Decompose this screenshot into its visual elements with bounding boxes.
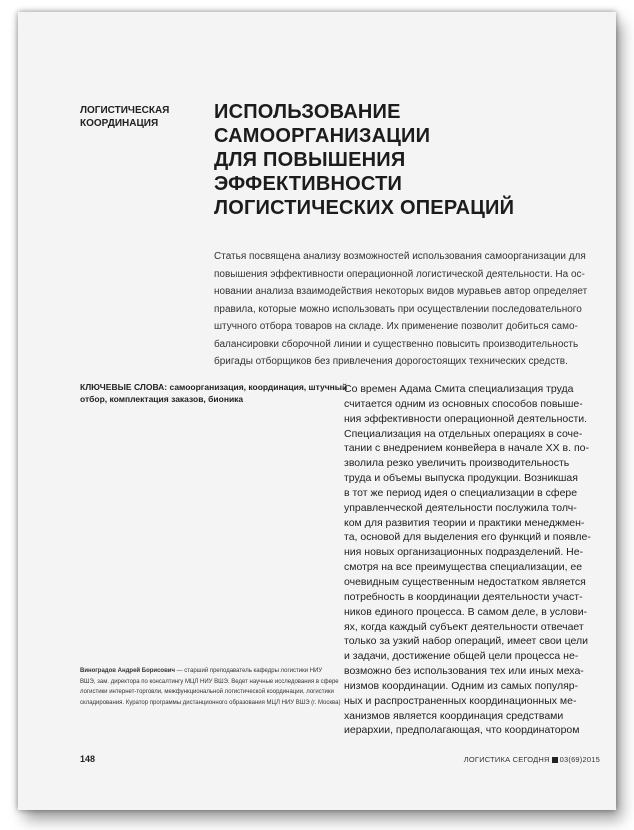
body-line: иерархии, предполагающая, что координатором bbox=[344, 724, 580, 737]
body-line: ных и распространенных координационных ме- bbox=[344, 694, 577, 707]
body-line: ников единого процесса. В самом деле, в услови- bbox=[344, 605, 588, 618]
journal-footer bbox=[464, 755, 600, 764]
keywords-line: КЛЮЧЕВЫЕ СЛОВА: самоорганизация, координация, штучный bbox=[80, 382, 348, 392]
body-line: и задачи, достижение общей цели процесса не- bbox=[344, 650, 579, 663]
body-line: ния эффективности операционной деятельности. bbox=[344, 412, 588, 425]
author-note bbox=[80, 666, 342, 708]
author-line: ВШЭ, зам. директора по консалтингу МЦЛ НИУ ВШЭ. Ведет научные исследования в сфере bbox=[80, 678, 339, 685]
body-line: смотря на все преимущества специализации, ее bbox=[344, 561, 583, 574]
body-text bbox=[344, 382, 602, 738]
body-line: управленческой деятельности послужила толч- bbox=[344, 501, 577, 514]
keywords-line: отбор, комплектация заказов, бионика bbox=[80, 393, 244, 404]
body-line: труда и объемы выпуска продукции. Возникшая bbox=[344, 472, 578, 485]
author-line: логистики интернет-торговли, межфункциональной логистической координации, логистики bbox=[80, 689, 334, 695]
body-line: очевидным существенным недостатком является bbox=[344, 575, 586, 588]
abstract-line: повышения эффективности операционной логистической деятельности. На ос- bbox=[214, 268, 585, 280]
section-tag-line: КООРДИНАЦИЯ bbox=[80, 118, 159, 129]
section-tag-line: ЛОГИСТИЧЕСКАЯ bbox=[80, 105, 170, 116]
journal-name: ЛОГИСТИКА СЕГОДНЯ bbox=[463, 755, 550, 764]
title-line: ДЛЯ ПОВЫШЕНИЯ ЭФФЕКТИВНОСТИ bbox=[214, 149, 406, 195]
body-line: тании с внедрением конвейера в начале XX в. по- bbox=[344, 442, 589, 455]
abstract-line: Статья посвящена анализу возможностей использования самоорганизации для bbox=[214, 251, 586, 262]
abstract-line: новании анализа взаимодействия некоторых видов муравьев автор определяет bbox=[214, 286, 588, 297]
body-line: в тот же период идея о специализации в сфере bbox=[344, 486, 578, 499]
body-line: потребность в координации деятельности участ- bbox=[344, 590, 583, 603]
body-line: считается одним из основных способов повыше- bbox=[344, 397, 583, 410]
body-line: ком для развития теории и практики менеджмен- bbox=[344, 516, 585, 529]
title-line: ИСПОЛЬЗОВАНИЕ САМООРГАНИЗАЦИИ bbox=[214, 101, 431, 147]
abstract-line: бригады отборщиков без привлечения дорогостоящих технических средств. bbox=[214, 356, 568, 367]
author-line bbox=[80, 666, 342, 677]
body-line: та, основой для выделения его функций и появле- bbox=[344, 531, 591, 544]
body-line: зволила резко увеличить производительность bbox=[344, 457, 570, 470]
keywords bbox=[80, 382, 348, 405]
page-number: 148 bbox=[80, 754, 96, 764]
body-line: Со времен Адама Смита специализация труда bbox=[344, 383, 574, 395]
abstract bbox=[214, 248, 592, 371]
square-icon bbox=[552, 757, 558, 763]
title-line: ЛОГИСТИЧЕСКИХ ОПЕРАЦИЙ bbox=[214, 197, 515, 219]
journal-page bbox=[18, 12, 616, 810]
body-line: ния новых организационных подразделений. Не- bbox=[344, 546, 584, 559]
body-line: ях, когда каждый субъект деятельности отвечает bbox=[344, 620, 584, 633]
author-role: — старший преподаватель кафедры логистики НИУ bbox=[176, 668, 323, 674]
article-title bbox=[214, 100, 594, 220]
abstract-line: штучного отбора товаров на складе. Их применение позволит добиться само- bbox=[214, 321, 578, 332]
body-line: Специализация на отдельных операциях в соче- bbox=[344, 427, 583, 440]
body-line: только за узкий набор операций, имеет свои цели bbox=[344, 635, 588, 648]
abstract-line: балансировки сборочной линии и существенно повысить производительность bbox=[214, 338, 579, 350]
author-name: Виноградов Андрей Борисович bbox=[80, 668, 175, 674]
abstract-line: правила, которые можно использовать при осуществлении последовательного bbox=[214, 303, 582, 315]
body-line: ханизмов является координация средствами bbox=[344, 709, 564, 722]
author-line: складирования. Куратор программы дистанционного образования МЦЛ НИУ ВШЭ (г. Москва) bbox=[80, 699, 341, 706]
body-line: возможно без использования тех или иных меха- bbox=[344, 665, 584, 678]
journal-issue: 03(69)2015 bbox=[559, 755, 600, 764]
section-tag bbox=[80, 104, 169, 130]
body-line: низмов координации. Одним из самых популяр- bbox=[344, 679, 579, 692]
